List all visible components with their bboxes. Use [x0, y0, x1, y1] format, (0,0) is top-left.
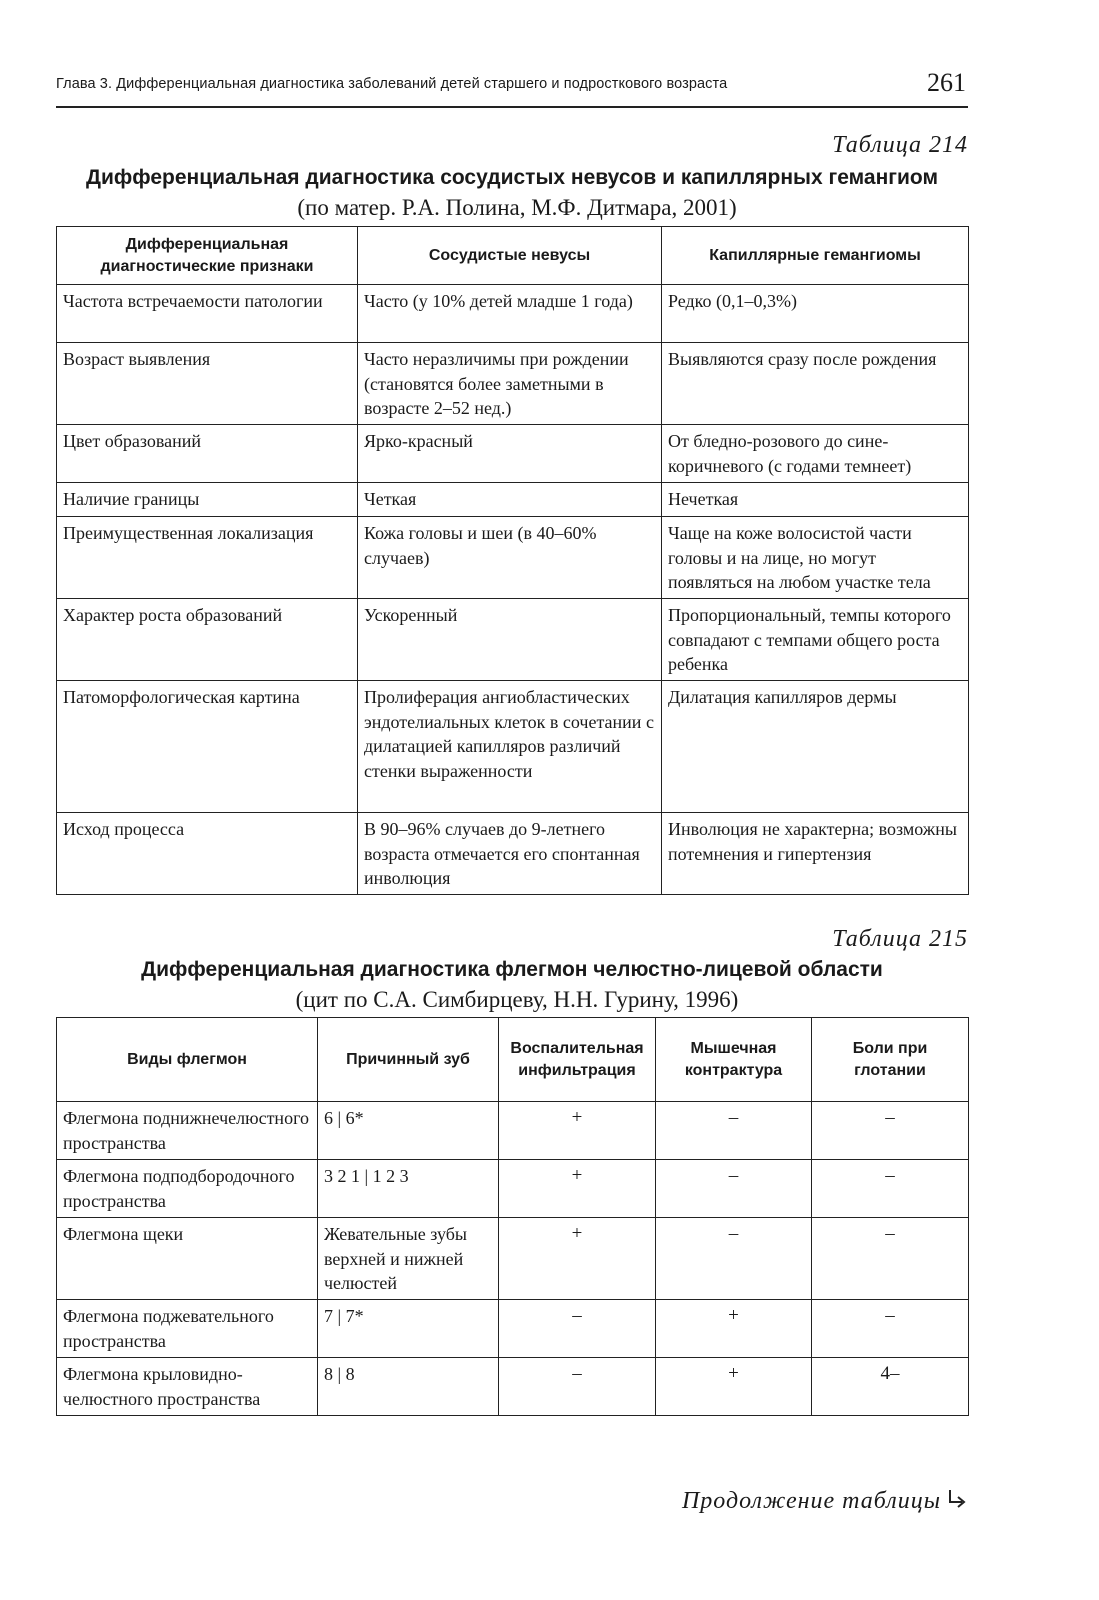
table-cell: –	[656, 1218, 812, 1300]
table-cell: Инволюция не характерна; возможны потемнения и гипертензия	[662, 813, 969, 895]
column-header: Мышечная контрактура	[656, 1018, 812, 1102]
table-cell: Флегмона щеки	[57, 1218, 318, 1300]
table-title: Дифференциальная диагностика сосудистых невусов и капиллярных гемангиом	[85, 166, 939, 189]
table-row	[57, 1102, 969, 1160]
column-header: Капиллярные гемангиомы	[662, 227, 969, 285]
table-cell: Флегмона подподбородочного пространства	[57, 1160, 318, 1218]
table-cell: –	[812, 1218, 969, 1300]
table-cell: Дилатация капилляров дермы	[662, 681, 969, 813]
column-header: Причинный зуб	[318, 1018, 499, 1102]
table-cell: Кожа головы и шеи (в 40–60% случаев)	[358, 517, 662, 599]
table-cell: 7 | 7*	[318, 1300, 499, 1358]
column-header: Боли при глотании	[812, 1018, 969, 1102]
table-cell: Цвет образований	[57, 425, 358, 483]
column-header: Воспалительная инфильтрация	[499, 1018, 656, 1102]
table-cell: Флегмона поднижнечелюстного пространства	[57, 1102, 318, 1160]
table-row	[57, 599, 969, 681]
table-row	[57, 681, 969, 813]
table-cell: Выявляются сразу после рождения	[662, 343, 969, 425]
table-cell: Пропорциональный, темпы которого совпадают с темпами общего роста ребенка	[662, 599, 969, 681]
table-cell: Частота встречаемости патологии	[57, 285, 358, 343]
table-cell: –	[656, 1160, 812, 1218]
running-title: Глава 3. Дифференциальная диагностика заболеваний детей старшего и подросткового возраста	[56, 76, 728, 92]
turn-arrow-icon	[945, 1488, 969, 1514]
table-cell: Часто неразличимы при рождении (становятся более заметными в возрасте 2–52 нед.)	[358, 343, 662, 425]
table-header-row	[57, 1018, 969, 1102]
table-cell: 4–	[812, 1358, 969, 1416]
column-header: Виды флегмон	[57, 1018, 318, 1102]
table-caption: Таблица 214	[832, 132, 968, 158]
table-caption: Таблица 215	[832, 926, 968, 952]
table-cell: –	[499, 1300, 656, 1358]
table-cell: Исход процесса	[57, 813, 358, 895]
column-header: Дифференциальная диагностические признаки	[57, 227, 358, 285]
table-cell: Нечеткая	[662, 483, 969, 517]
table-row	[57, 1358, 969, 1416]
table-cell: +	[656, 1358, 812, 1416]
table-cell: +	[656, 1300, 812, 1358]
table-cell: Пролиферация ангиобластических эндотелиальных клеток в сочетании с дилатацией капилляров различий стенки выраженности	[358, 681, 662, 813]
table-cell: –	[656, 1102, 812, 1160]
running-header	[56, 70, 968, 108]
table-title: Дифференциальная диагностика флегмон челюстно-лицевой области	[141, 958, 883, 981]
table-cell: +	[499, 1160, 656, 1218]
page-number: 261	[927, 68, 966, 97]
table-row	[57, 483, 969, 517]
table-row	[57, 813, 969, 895]
table-cell: +	[499, 1218, 656, 1300]
table-cell: –	[812, 1102, 969, 1160]
table-row	[57, 1160, 969, 1218]
table-row	[57, 425, 969, 483]
table-cell: –	[812, 1300, 969, 1358]
table-cell: Ускоренный	[358, 599, 662, 681]
table-cell: 6 | 6*	[318, 1102, 499, 1160]
table-cell: Флегмона крыловидно-челюстного пространства	[57, 1358, 318, 1416]
table-row	[57, 517, 969, 599]
table-214	[56, 226, 969, 895]
table-cell: Жевательные зубы верхней и нижней челюстей	[318, 1218, 499, 1300]
table-cell: Часто (у 10% детей младше 1 года)	[358, 285, 662, 343]
table-row	[57, 343, 969, 425]
table-cell: Преимущественная локализация	[57, 517, 358, 599]
column-header: Сосудистые невусы	[358, 227, 662, 285]
table-cell: Редко (0,1–0,3%)	[662, 285, 969, 343]
table-cell: +	[499, 1102, 656, 1160]
table-row	[57, 285, 969, 343]
table-row	[57, 1218, 969, 1300]
table-cell: Флегмона поджевательного пространства	[57, 1300, 318, 1358]
table-cell: Наличие границы	[57, 483, 358, 517]
table-cell: Характер роста образований	[57, 599, 358, 681]
table-cell: От бледно-розового до сине-коричневого (с годами темнеет)	[662, 425, 969, 483]
table-source: (по матер. Р.А. Полина, М.Ф. Дитмара, 2001)	[297, 195, 737, 220]
table-cell: Чаще на коже волосистой части головы и на лице, но могут появляться на любом участке тела	[662, 517, 969, 599]
table-cell: Возраст выявления	[57, 343, 358, 425]
table-cell: В 90–96% случаев до 9-летнего возраста отмечается его спонтанная инволюция	[358, 813, 662, 895]
table-cell: Патоморфологическая картина	[57, 681, 358, 813]
table-cell: Четкая	[358, 483, 662, 517]
table-cell: 8 | 8	[318, 1358, 499, 1416]
table-cell: –	[812, 1160, 969, 1218]
continuation-note: Продолжение таблицы	[681, 1488, 941, 1514]
table-cell: –	[499, 1358, 656, 1416]
table-header-row	[57, 227, 969, 285]
table-source: (цит по С.А. Симбирцеву, Н.Н. Гурину, 1996)	[295, 987, 739, 1012]
table-cell: 3 2 1 | 1 2 3	[318, 1160, 499, 1218]
table-cell: Ярко-красный	[358, 425, 662, 483]
table-row	[57, 1300, 969, 1358]
table-215	[56, 1017, 969, 1416]
